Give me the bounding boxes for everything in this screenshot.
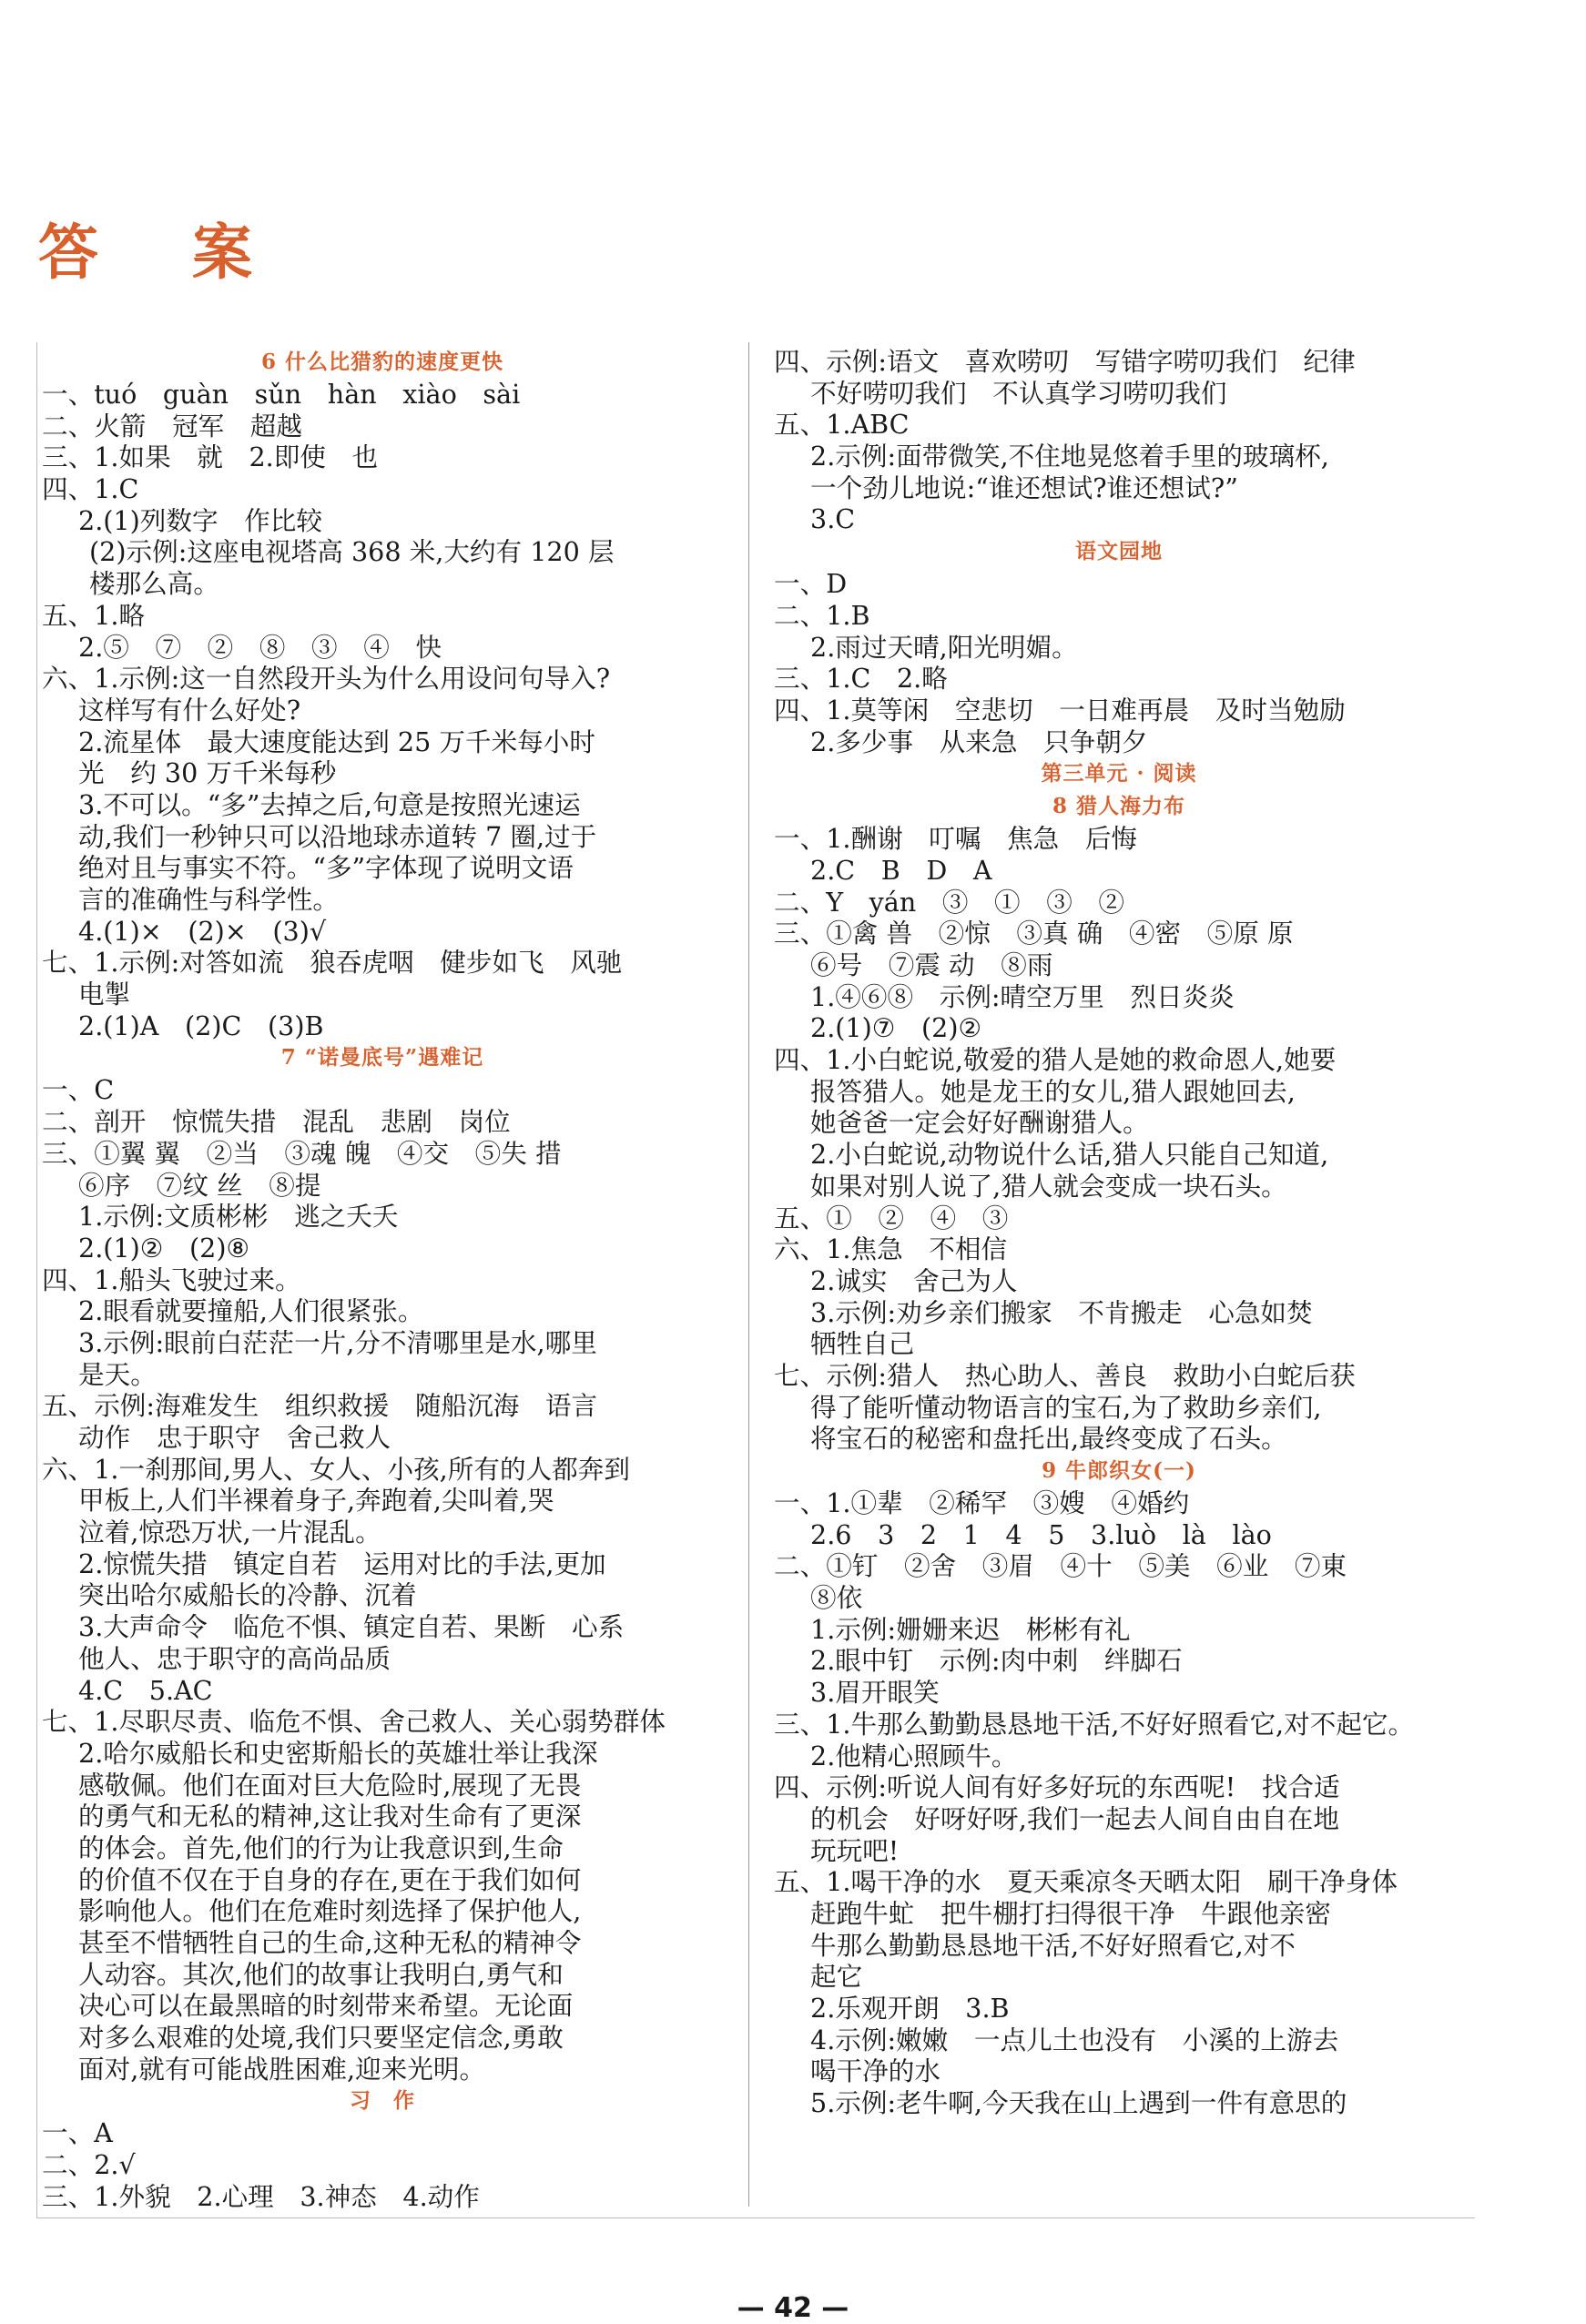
answer-line: 2.惊慌失措 镇定自若 运用对比的手法,更加 xyxy=(78,1548,606,1579)
answer-line: 四、1.船头飞驶过来。 xyxy=(42,1263,301,1295)
answer-line: 3.大声命令 临危不惧、镇定自若、果断 心系 xyxy=(78,1611,625,1643)
answer-line: 是天。 xyxy=(78,1358,157,1390)
answer-line: 一、tuó guàn sǔn hàn xiào sài xyxy=(42,379,521,410)
answer-line: ⑥序 ⑦纹 丝 ⑧提 xyxy=(78,1169,321,1201)
section-heading: 语文园地 xyxy=(1075,539,1163,564)
answer-line: 二、①钉 ②舍 ③眉 ④十 ⑤美 ⑥业 ⑦東 xyxy=(774,1550,1347,1582)
answer-line: 四、1.C xyxy=(42,473,139,505)
answer-line: 光 约 30 万千米每秒 xyxy=(78,757,337,789)
answer-line: 电掣 xyxy=(78,979,131,1010)
answer-line: 四、1.小白蛇说,敬爱的猎人是她的救命恩人,她要 xyxy=(774,1044,1337,1076)
answer-line: 楼那么高。 xyxy=(89,568,219,600)
answer-line: 一、D xyxy=(774,568,848,600)
answer-line: 3.C xyxy=(810,503,856,535)
answer-line: 二、2.√ xyxy=(42,2149,136,2181)
answer-line: 的体会。首先,他们的行为让我意识到,生命 xyxy=(78,1832,564,1863)
answer-line: 决心可以在最黑暗的时刻带来希望。无论面 xyxy=(78,1990,574,2022)
left-answer-column xyxy=(42,346,723,2213)
right-answer-column xyxy=(774,346,1464,2119)
answer-line: 4.示例:嫩嫩 一点儿土也没有 小溪的上游去 xyxy=(810,2024,1339,2055)
frame-bottom-rule xyxy=(36,2217,1475,2218)
answer-line: 六、1.一刹那间,男人、女人、小孩,所有的人都奔到 xyxy=(42,1453,630,1485)
answer-line: 她爸爸一定会好好酬谢猎人。 xyxy=(810,1107,1149,1139)
page-number: — 42 — xyxy=(737,2292,849,2324)
answer-line: 2.⑤ ⑦ ② ⑧ ③ ④ 快 xyxy=(78,631,442,663)
answer-line: 七、1.示例:对答如流 狼吞虎咽 健步如飞 风驰 xyxy=(42,947,623,979)
answer-line: 三、①翼 翼 ②当 ③魂 魄 ④交 ⑤失 措 xyxy=(42,1137,562,1169)
answer-line: 玩玩吧! xyxy=(810,1834,900,1866)
answer-line: 三、1.牛那么勤勤恳恳地干活,不好好照看它,对不起它。 xyxy=(774,1708,1415,1740)
answer-line: 五、1.略 xyxy=(42,599,146,631)
answer-line: 3.示例:眼前白茫茫一片,分不清哪里是水,哪里 xyxy=(78,1326,597,1358)
answer-line: 3.不可以。“多”去掉之后,句意是按照光速运 xyxy=(78,788,581,820)
answer-line: 不好唠叨我们 不认真学习唠叨我们 xyxy=(810,377,1227,409)
answer-line: 2.C B D A xyxy=(810,854,992,886)
answer-line: (2)示例:这座电视塔高 368 米,大约有 120 层 xyxy=(89,536,615,568)
answer-line: 泣着,惊恐万状,一片混乱。 xyxy=(78,1517,381,1548)
answer-line: 3.示例:劝乡亲们搬家 不肯搬走 心急如焚 xyxy=(810,1296,1313,1328)
answer-line: 2.小白蛇说,动物说什么话,猎人只能自己知道, xyxy=(810,1139,1329,1171)
answer-line: 五、1.ABC xyxy=(774,409,910,441)
answer-line: 二、剖开 惊慌失措 混乱 悲剧 岗位 xyxy=(42,1106,511,1138)
answer-line: 感敬佩。他们在面对巨大危险时,展现了无畏 xyxy=(78,1769,582,1801)
answer-line: 三、①禽 兽 ②惊 ③真 确 ④密 ⑤原 原 xyxy=(774,918,1294,949)
answer-line: 2.(1)⑦ (2)② xyxy=(810,1012,982,1044)
answer-line: 一、A xyxy=(42,2117,113,2149)
answer-line: 报答猎人。她是龙王的女儿,猎人跟她回去, xyxy=(810,1075,1296,1107)
answer-line: 2.6 3 2 1 4 5 3.luò là lào xyxy=(810,1518,1272,1550)
answer-line: 喝干净的水 xyxy=(810,2055,940,2087)
answer-line: 甚至不惜牺牲自己的生命,这种无私的精神令 xyxy=(78,1927,582,1958)
answer-line: 4.(1)× (2)× (3)√ xyxy=(78,915,327,947)
answer-line: 五、① ② ④ ③ xyxy=(774,1202,1009,1233)
answer-line: 六、1.焦急 不相信 xyxy=(774,1233,1008,1265)
column-divider xyxy=(748,342,749,2207)
answer-line: 面对,就有可能战胜困难,迎来光明。 xyxy=(78,2053,486,2085)
answer-line: 2.示例:面带微笑,不住地晃悠着手里的玻璃杯, xyxy=(810,441,1329,472)
section-heading: 6 什么比猎豹的速度更快 xyxy=(260,350,503,374)
answer-line: 2.他精心照顾牛。 xyxy=(810,1740,1018,1771)
answer-line: 将宝石的秘密和盘托出,最终变成了石头。 xyxy=(810,1423,1287,1455)
answer-line: 2.流星体 最大速度能达到 25 万千米每小时 xyxy=(78,726,595,757)
answer-line: 他人、忠于职守的高尚品质 xyxy=(78,1642,391,1674)
answer-line: 言的准确性与科学性。 xyxy=(78,884,339,915)
answer-line: 2.(1)A (2)C (3)B xyxy=(78,1010,324,1041)
answer-line: 一、1.酬谢 叮嘱 焦急 后悔 xyxy=(774,823,1138,855)
answer-line: 这样写有什么好处? xyxy=(78,694,301,726)
answer-line: 三、1.如果 就 2.即使 也 xyxy=(42,441,379,473)
answer-line: 4.C 5.AC xyxy=(78,1674,213,1706)
answer-line: 影响他人。他们在危难时刻选择了保护他人, xyxy=(78,1895,582,1927)
answer-line: 2.眼中钉 示例:肉中刺 绊脚石 xyxy=(810,1645,1183,1677)
answer-line: 二、1.B xyxy=(774,599,870,631)
answer-line: 3.眉开眼笑 xyxy=(810,1677,940,1709)
answer-line: 四、示例:听说人间有好多好玩的东西呢! 找合适 xyxy=(774,1771,1340,1803)
answer-line: 2.雨过天晴,阳光明媚。 xyxy=(810,631,1078,663)
answer-line: ⑥号 ⑦震 动 ⑧雨 xyxy=(810,949,1053,980)
answer-line: 2.诚实 舍己为人 xyxy=(810,1264,1018,1296)
answer-line: 一、1.①辈 ②稀罕 ③嫂 ④婚约 xyxy=(774,1487,1190,1518)
answer-line: 动,我们一秒钟只可以沿地球赤道转 7 圈,过于 xyxy=(78,820,597,852)
answer-line: 动作 忠于职守 舍己救人 xyxy=(78,1422,391,1453)
answer-line: 一个劲儿地说:“谁还想试?谁还想试?” xyxy=(810,472,1238,503)
section-heading: 7 “诺曼底号”遇难记 xyxy=(280,1045,484,1071)
answer-line: 得了能听懂动物语言的宝石,为了救助乡亲们, xyxy=(810,1391,1322,1423)
answer-line: 四、示例:语文 喜欢唠叨 写错字唠叨我们 纪律 xyxy=(774,346,1356,377)
frame-left-rule xyxy=(36,342,37,2217)
answer-line: 2.眼看就要撞船,人们很紧张。 xyxy=(78,1295,424,1327)
answer-line: 二、火箭 冠军 超越 xyxy=(42,410,302,441)
answer-line: 起它 xyxy=(810,1961,863,1993)
section-heading: 8 猎人海力布 xyxy=(1052,794,1185,819)
answer-line: 甲板上,人们半裸着身子,奔跑着,尖叫着,哭 xyxy=(78,1485,554,1517)
answer-line: 1.④⑥⑧ 示例:晴空万里 烈日炎炎 xyxy=(810,980,1235,1012)
answer-line: 一、C xyxy=(42,1074,115,1106)
answer-line: 1.示例:姗姗来迟 彬彬有礼 xyxy=(810,1613,1131,1645)
answer-line: 五、示例:海难发生 组织救援 随船沉海 语言 xyxy=(42,1390,598,1422)
answer-line: 2.(1)② (2)⑧ xyxy=(78,1232,250,1263)
answer-line: 5.示例:老牛啊,今天我在山上遇到一件有意思的 xyxy=(810,2087,1347,2119)
page-title: 答 案 xyxy=(38,218,289,288)
answer-line: 的机会 好呀好呀,我们一起去人间自由自在地 xyxy=(810,1802,1339,1834)
answer-line: 三、1.C 2.略 xyxy=(774,663,948,695)
answer-line: 2.多少事 从来急 只争朝夕 xyxy=(810,726,1148,757)
answer-line: 的勇气和无私的精神,这让我对生命有了更深 xyxy=(78,1801,582,1832)
answer-line: 1.示例:文质彬彬 逃之夭夭 xyxy=(78,1201,399,1233)
answer-line: 五、1.喝干净的水 夏天乘凉冬天晒太阳 刷干净身体 xyxy=(774,1866,1398,1898)
answer-line: 七、示例:猎人 热心助人、善良 救助小白蛇后获 xyxy=(774,1359,1356,1391)
answer-line: 二、Y yán ③ ① ③ ② xyxy=(774,886,1125,918)
section-heading: 9 牛郎织女(一) xyxy=(1042,1458,1196,1483)
answer-line: 突出哈尔威船长的冷静、沉着 xyxy=(78,1579,417,1611)
section-heading: 习 作 xyxy=(350,2088,415,2114)
answer-line: 牛那么勤勤恳恳地干活,不好好照看它,对不 xyxy=(810,1929,1296,1961)
answer-line: 对多么艰难的处境,我们只要坚定信念,勇敢 xyxy=(78,2022,564,2054)
answer-line: 的价值不仅在于自身的存在,更在于我们如何 xyxy=(78,1863,582,1895)
answer-line: 2.乐观开朗 3.B xyxy=(810,1993,1010,2024)
answer-line: 牺牲自己 xyxy=(810,1328,915,1360)
answer-line: 如果对别人说了,猎人就会变成一块石头。 xyxy=(810,1170,1287,1202)
answer-line: 人动容。其次,他们的故事让我明白,勇气和 xyxy=(78,1958,564,1990)
section-heading: 第三单元 · 阅读 xyxy=(1041,761,1197,787)
answer-line: 六、1.示例:这一自然段开头为什么用设问句导入? xyxy=(42,663,611,695)
answer-line: 三、1.外貌 2.心理 3.神态 4.动作 xyxy=(42,2180,480,2212)
answer-line: 2.(1)列数字 作比较 xyxy=(78,504,322,536)
answer-line: 赶跑牛虻 把牛棚打扫得很干净 牛跟他亲密 xyxy=(810,1897,1331,1929)
answer-line: 四、1.莫等闲 空悲切 一日难再晨 及时当勉励 xyxy=(774,694,1346,726)
answer-line: 七、1.尽职尽责、临危不惧、舍己救人、关心弱势群体 xyxy=(42,1706,666,1738)
answer-line: 2.哈尔威船长和史密斯船长的英雄壮举让我深 xyxy=(78,1737,598,1769)
answer-line: 绝对且与事实不符。“多”字体现了说明文语 xyxy=(78,852,574,884)
answer-line: ⑧依 xyxy=(810,1582,863,1614)
